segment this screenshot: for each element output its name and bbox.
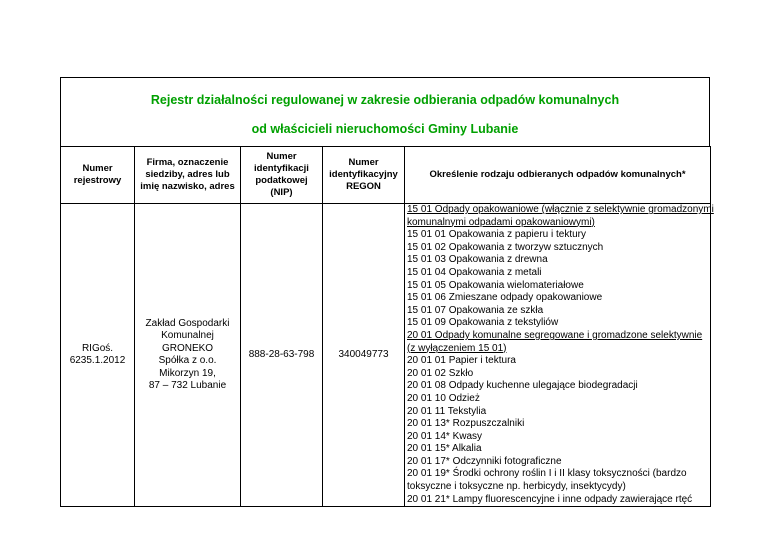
waste-code-line: 20 01 17* Odczynniki fotograficzne	[407, 455, 562, 467]
waste-code-line: 15 01 02 Opakowania z tworzyw sztucznych	[407, 241, 604, 253]
header-okreslenie: Określenie rodzaju odbieranych odpadów komunalnych*	[405, 147, 711, 204]
register-table	[60, 146, 714, 507]
waste-code-line: komunalnymi odpadami opakowaniowymi)	[407, 216, 595, 228]
header-regon: Numer identyfikacyjny REGON	[323, 147, 405, 204]
cell-nip: 888-28-63-798	[241, 204, 323, 507]
cell-firma: Zakład Gospodarki Komunalnej GRONEKO Spółka z o.o. Mikorzyn 19, 87 – 732 Lubanie	[135, 204, 241, 507]
cell-numer-rejestrowy: RIGoś. 6235.1.2012	[61, 204, 135, 507]
waste-code-line: 20 01 15* Alkalia	[407, 443, 482, 455]
waste-code-line: 20 01 13* Rozpuszczalniki	[407, 418, 525, 430]
waste-code-line: 15 01 09 Opakowania z tekstyliów	[407, 317, 559, 329]
waste-code-line: 15 01 05 Opakowania wielomateriałowe	[407, 279, 584, 291]
waste-code-line: 15 01 06 Zmieszane odpady opakowaniowe	[407, 292, 603, 304]
header-row	[61, 147, 711, 204]
waste-code-line: 15 01 03 Opakowania z drewna	[407, 254, 548, 266]
waste-code-line: 20 01 14* Kwasy	[407, 430, 483, 442]
waste-code-line: 20 01 02 Szkło	[407, 367, 474, 379]
waste-code-line: 20 01 Odpady komunalne segregowane i gromadzone selektywnie	[407, 329, 703, 341]
title-box	[60, 77, 710, 147]
header-nip: Numer identyfikacji podatkowej (NIP)	[241, 147, 323, 204]
waste-code-line: 20 01 19* Środki ochrony roślin I i II klasy toksyczności (bardzo	[407, 468, 687, 480]
header-numer-rejestrowy: Numer rejestrowy	[61, 147, 135, 204]
waste-code-line: 20 01 01 Papier i tektura	[407, 355, 516, 367]
waste-code-line: 20 01 11 Tekstylia	[407, 405, 487, 417]
cell-waste-codes	[405, 204, 714, 507]
cell-regon: 340049773	[323, 204, 405, 507]
waste-code-line: (z wyłączeniem 15 01)	[407, 342, 507, 354]
waste-code-line: 15 01 Odpady opakowaniowe (włącznie z selektywnie gromadzonymi	[407, 204, 714, 215]
register-subtitle: od właścicieli nieruchomości Gminy Lubanie	[251, 122, 519, 136]
header-firma: Firma, oznaczenie siedziby, adres lub imię nazwisko, adres	[135, 147, 241, 204]
waste-code-line: 20 01 10 Odzież	[407, 392, 480, 404]
table-row	[61, 204, 711, 507]
waste-code-line: 15 01 04 Opakowania z metali	[407, 266, 542, 278]
waste-code-line: 20 01 08 Odpady kuchenne ulegające biodegradacji	[407, 380, 638, 392]
waste-code-line: toksyczne i toksyczne np. herbicydy, insektycydy)	[407, 481, 626, 493]
register-title: Rejestr działalności regulowanej w zakresie odbierania odpadów komunalnych	[150, 93, 620, 107]
waste-code-line: 15 01 07 Opakowania ze szkła	[407, 304, 544, 316]
waste-code-line: 15 01 01 Opakowania z papieru i tektury	[407, 229, 586, 241]
waste-code-line: 20 01 21* Lampy fluorescencyjne i inne odpady zawierające rtęć	[407, 493, 693, 505]
